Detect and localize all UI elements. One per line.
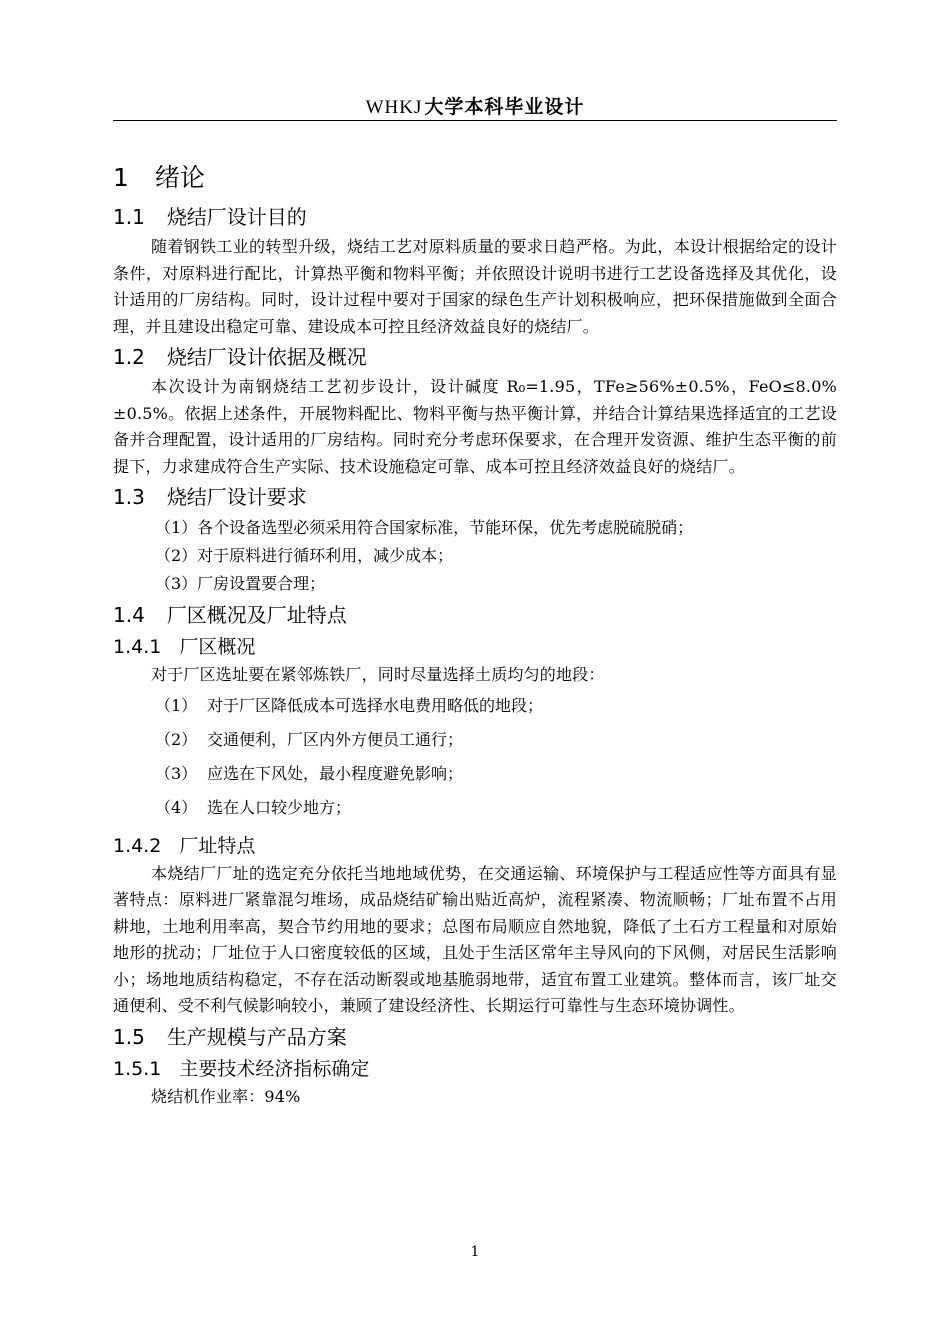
list-item [113,723,837,757]
subsection-title: 厂区概况 [179,636,256,658]
section-number: 1.4 [113,603,145,627]
section-heading-1-5 [113,1022,837,1052]
list-item [113,791,837,825]
section-title: 烧结厂设计要求 [166,485,307,509]
list-item-text: 交通便利，厂区内外方便员工通行； [207,729,464,749]
subsection-title: 厂址特点 [179,834,256,857]
section-heading-1-1 [113,202,837,232]
header-rule [113,120,837,121]
header-left: WHKJ [365,97,423,118]
section-heading-1-4 [113,600,837,630]
chapter-number: 1 [113,163,129,192]
section-title: 生产规模与产品方案 [166,1024,347,1049]
paragraph-1-4-1-intro: 对于厂区选址要在紧邻炼铁厂，同时尽量选择土质均匀的地段： [151,665,605,684]
paragraph-1-2: 本次设计为南钢烧结工艺初步设计，设计碱度 R₀=1.95，TFe≥56%±0.5%，FeO≤8.0%±0.5%。依据上述条件，开展物料配比、物料平衡与热平衡计算，并结合计算结果选择适宜的工艺设备并合理配置，设计适用的厂房结构。同时充分考虑环保要求，在合理开发资源、维护生态平衡的前提下，力求建成符合生产实际、技术设施稳定可靠、成本可控且经济效益良好的烧结厂。 [113,377,837,476]
list-item-number: （1） [155,695,198,715]
subsection-heading-1-4-1 [113,632,837,662]
section-number: 1.2 [113,345,145,369]
subsection-number: 1.4.1 [113,636,162,658]
list-item [113,689,837,723]
section-title: 厂区概况及厂址特点 [166,603,347,627]
subsection-number: 1.4.2 [113,834,162,857]
page-body [113,160,837,1110]
section-heading-1-2 [113,342,837,372]
paragraph-1-5-1: 烧结机作业率：94% [151,1086,301,1106]
paragraph-1-1: 随着钢铁工业的转型升级，烧结工艺对原料质量的要求日趋严格。为此，本设计根据给定的设计条件，对原料进行配比，计算热平衡和物料平衡；并依照设计说明书进行工艺设备选择及其优化，设计适用的厂房结构。同时，设计过程中要对于国家的绿色生产计划积极响应，把环保措施做到全面合理，并且建设出稳定可靠、建设成本可控且经济效益良好的烧结厂。 [113,237,837,336]
section-heading-1-3 [113,482,837,512]
paragraph-1-4-2: 本烧结厂厂址的选定充分依托当地地域优势，在交通运输、环境保护与工程适应性等方面具有显著特点：原料进厂紧靠混匀堆场，成品烧结矿输出贴近高炉，流程紧凑、物流顺畅；厂址布置不占用耕地，土地利用率高，契合节约用地的要求；总图布局顺应自然地貌，降低了土石方工程量和对原始地形的扰动；厂址位于人口密度较低的区域，且处于生活区常年主导风向的下风侧，对居民生活影响小；场地地质结构稳定，不存在活动断裂或地基脆弱地带，适宜布置工业建筑。整体而言，该厂址交通便利、受不利气候影响较小，兼顾了建设经济性、长期运行可靠性与生态环境协调性。 [113,863,837,1015]
list-item: （3）厂房设置要合理； [155,574,326,593]
section-title: 烧结厂设计目的 [166,205,307,229]
subsection-heading-1-4-2 [113,831,837,861]
subsection-title: 主要技术经济指标确定 [179,1057,370,1080]
page-header [113,96,837,120]
section-number: 1.3 [113,485,145,509]
chapter-heading [113,160,837,196]
chapter-title: 绪论 [154,163,205,192]
list-item-text: 应选在下风处，最小程度避免影响； [207,763,464,783]
page-number: 1 [470,1244,480,1260]
section-number: 1.1 [113,205,145,229]
list-item: （2）对于原料进行循环利用，减少成本； [155,546,454,565]
list-item-number: （4） [155,797,198,817]
subsection-heading-1-5-1 [113,1054,837,1084]
section-title: 烧结厂设计依据及概况 [166,345,367,369]
list-item-number: （3） [155,763,198,783]
list-item [113,757,837,791]
header-title: 大学本科毕业设计 [424,96,585,118]
section-number: 1.5 [113,1024,145,1049]
list-item-text: 对于厂区降低成本可选择水电费用略低的地段； [207,695,544,715]
list-item-number: （2） [155,729,198,749]
list-item: （1）各个设备选型必须采用符合国家标准，节能环保，优先考虑脱硫脱硝； [155,518,694,537]
subsection-number: 1.5.1 [113,1057,162,1080]
list-item-text: 选在人口较少地方； [207,797,352,817]
